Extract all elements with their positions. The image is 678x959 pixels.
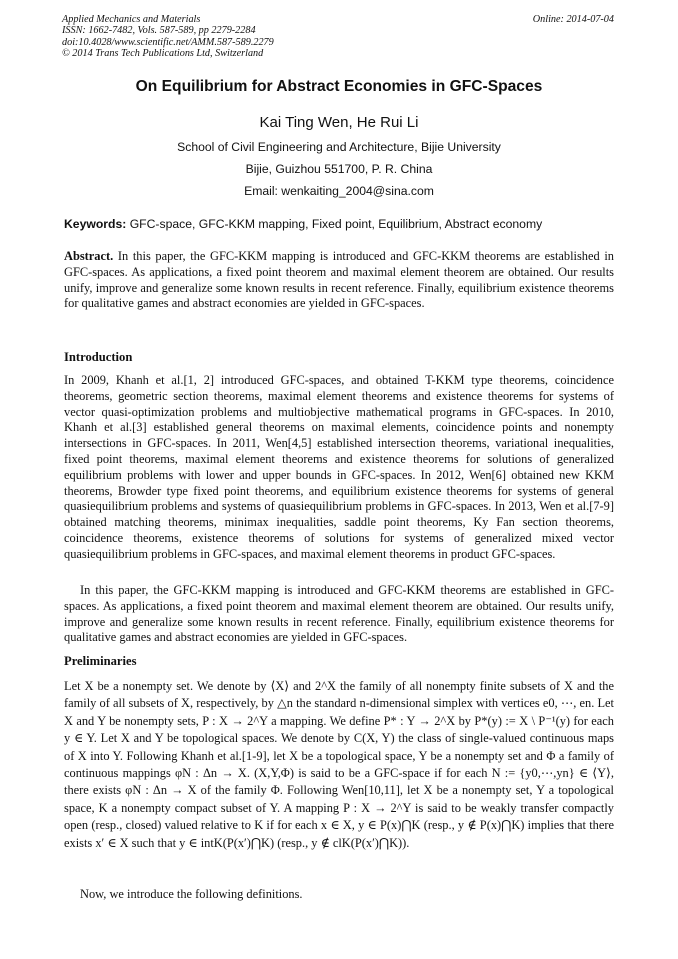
keywords-text: GFC-space, GFC-KKM mapping, Fixed point, Equilibrium, Abstract economy <box>126 217 543 231</box>
journal-header <box>62 14 614 60</box>
introduction-paragraph-2: In this paper, the GFC-KKM mapping is introduced and GFC-KKM theorems are established in GFC-spaces. As applications, a fixed point theorem and maximal element theorem are obtained. Our results unify, improve and generalize some known results in recent reference. Finally, equilibrium existence theorems for qualitative games and abstract economies are yielded in GFC-spaces. <box>64 583 614 645</box>
preliminaries-paragraph-2: Now, we introduce the following definitions. <box>80 887 303 901</box>
journal-copyright: © 2014 Trans Tech Publications Ltd, Switzerland <box>62 48 264 60</box>
paper-authors: Kai Ting Wen, He Rui Li <box>259 114 419 131</box>
keywords <box>64 217 614 231</box>
affiliation: School of Civil Engineering and Architecture, Bijie University <box>177 140 501 154</box>
abstract-text: In this paper, the GFC-KKM mapping is introduced and GFC-KKM theorems are established in GFC-spaces. As applications, a fixed point theorem and maximal element theorem are obtained. Our results unify, improve and generalize some known results in recent reference. Finally, equilibrium existence theorems for qualitative games and abstract economies are yielded in GFC-spaces. <box>64 249 614 311</box>
introduction-paragraph-1: In 2009, Khanh et al.[1, 2] introduced GFC-spaces, and obtained T-KKM type theorems, coincidence theorems, geometric section theorems, maximal element theorems and existence theorems for systems of vector quasi-optimization problems and multiobjective mathematical programs in GFC-spaces. In 2010, Khanh et al.[3] established general theorems on maximal elements, coincidence points and nonempty intersections in GFC-spaces. In 2011, Wen[4,5] established intersection theorems, variational inequalities, fixed point theorems, maximal element theorems and existence theorems for solutions of generalized equilibrium problems with lower and upper bounds in GFC-spaces. In 2012, Wen[6] obtained new KKM theorems, Browder type fixed point theorems, and equilibrium existence theorems for systems of general quasiequilibrium problems and systems of quasiequilibrium problems in GFC-spaces. In 2013, Wen et al.[7-9] obtained matching theorems, minimax inequalities, saddle point theorems, Ky Fan section theorems, coincidence theorems, existence theorems of solutions for systems of generalized mixed vector quasiequilibrium problems in GFC-spaces, and maximal element theorems in product GFC-spaces. <box>64 373 614 561</box>
abstract <box>64 249 614 312</box>
preliminaries-paragraph-1: Let X be a nonempty set. We denote by ⟨X⟩ and 2^X the family of all nonempty finite subsets of X and the family of all subsets of X, respectively, by △n the standard n-dimensional simplex with vertices e0, ⋯, en. Let X and Y be nonempty sets, P : X → 2^Y a mapping. We define P* : Y → 2^X by P*(y) := X \ P⁻¹(y) for each y ∈ Y. Let X and Y be topological spaces. We denote by C(X, Y) the class of single-valued continuous maps of X into Y. Following Khanh et al.[1-9], let X be a topological space, Y be a nonempty set and Φ a family of continuous mappings φN : Δn → X. (X,Y,Φ) is said to be a GFC-space if for each N := {y0,⋯,yn} ∈ ⟨Y⟩, there exists φN : Δn → X of the family Φ. Following Wen[10,11], let X be a nonempty set, Y a topological space, K a nonempty compact subset of Y. A mapping P : X → 2^Y is said to be weakly transfer compactly open (resp., closed) valued relative to K if for each x ∈ X, y ∈ P(x)⋂K (resp., y ∉ P(x)⋂K) implies that there exists x′ ∈ X such that y ∈ intK(P(x′)⋂K) (resp., y ∉ clK(P(x′)⋂K)). <box>64 679 614 850</box>
journal-name: Applied Mechanics and Materials <box>62 14 201 25</box>
address: Bijie, Guizhou 551700, P. R. China <box>245 162 433 176</box>
email: Email: wenkaiting_2004@sina.com <box>244 184 434 198</box>
introduction-heading: Introduction <box>64 350 133 364</box>
abstract-label: Abstract. <box>64 249 114 263</box>
online-date: Online: 2014-07-04 <box>532 14 614 25</box>
journal-doi: doi:10.4028/www.scientific.net/AMM.587-589.2279 <box>62 36 274 48</box>
preliminaries-heading: Preliminaries <box>64 654 137 668</box>
keywords-label: Keywords: <box>64 217 127 231</box>
paper-title: On Equilibrium for Abstract Economies in GFC-Spaces <box>135 78 543 95</box>
journal-issn: ISSN: 1662-7482, Vols. 587-589, pp 2279-2284 <box>62 25 256 37</box>
